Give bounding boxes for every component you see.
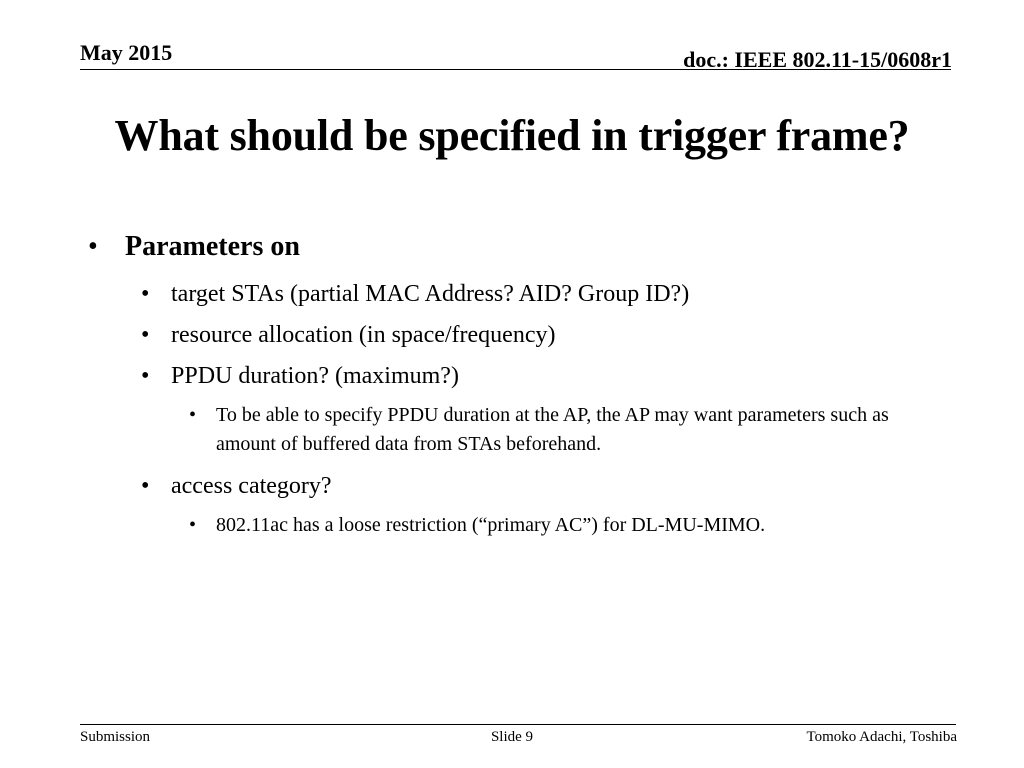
bullet-text: Parameters on bbox=[125, 231, 300, 262]
bullet-text: PPDU duration? (maximum?) bbox=[171, 363, 459, 389]
bullet-text: access category? bbox=[171, 473, 332, 499]
bullet-text: 802.11ac has a loose restriction (“primary AC”) for DL-MU-MIMO. bbox=[216, 514, 766, 536]
slide-title: What should be specified in trigger frame? bbox=[114, 111, 910, 160]
header-date: May 2015 bbox=[80, 40, 173, 65]
bullet-text: target STAs (partial MAC Address? AID? Group ID?) bbox=[171, 281, 690, 307]
bullet-text: resource allocation (in space/frequency) bbox=[171, 322, 556, 348]
header-document-id: doc.: IEEE 802.11-15/0608r1 bbox=[683, 47, 952, 72]
bullet-text: To be able to specify PPDU duration at the AP, the AP may want parameters such as amount of buffered data from STAs beforehand. bbox=[216, 404, 889, 455]
footer-slide-number: Slide 9 bbox=[490, 729, 534, 745]
bullet-icon: • bbox=[189, 404, 197, 426]
bullet-icon: • bbox=[88, 231, 98, 262]
bullet-icon: • bbox=[141, 473, 150, 499]
footer-submission: Submission bbox=[80, 729, 151, 745]
bullet-icon: • bbox=[141, 363, 150, 389]
bullet-icon: • bbox=[189, 514, 197, 536]
footer-author: Tomoko Adachi, Toshiba bbox=[806, 729, 957, 745]
bullet-icon: • bbox=[141, 281, 150, 307]
footer-divider bbox=[80, 724, 956, 725]
bullet-icon: • bbox=[141, 322, 150, 348]
